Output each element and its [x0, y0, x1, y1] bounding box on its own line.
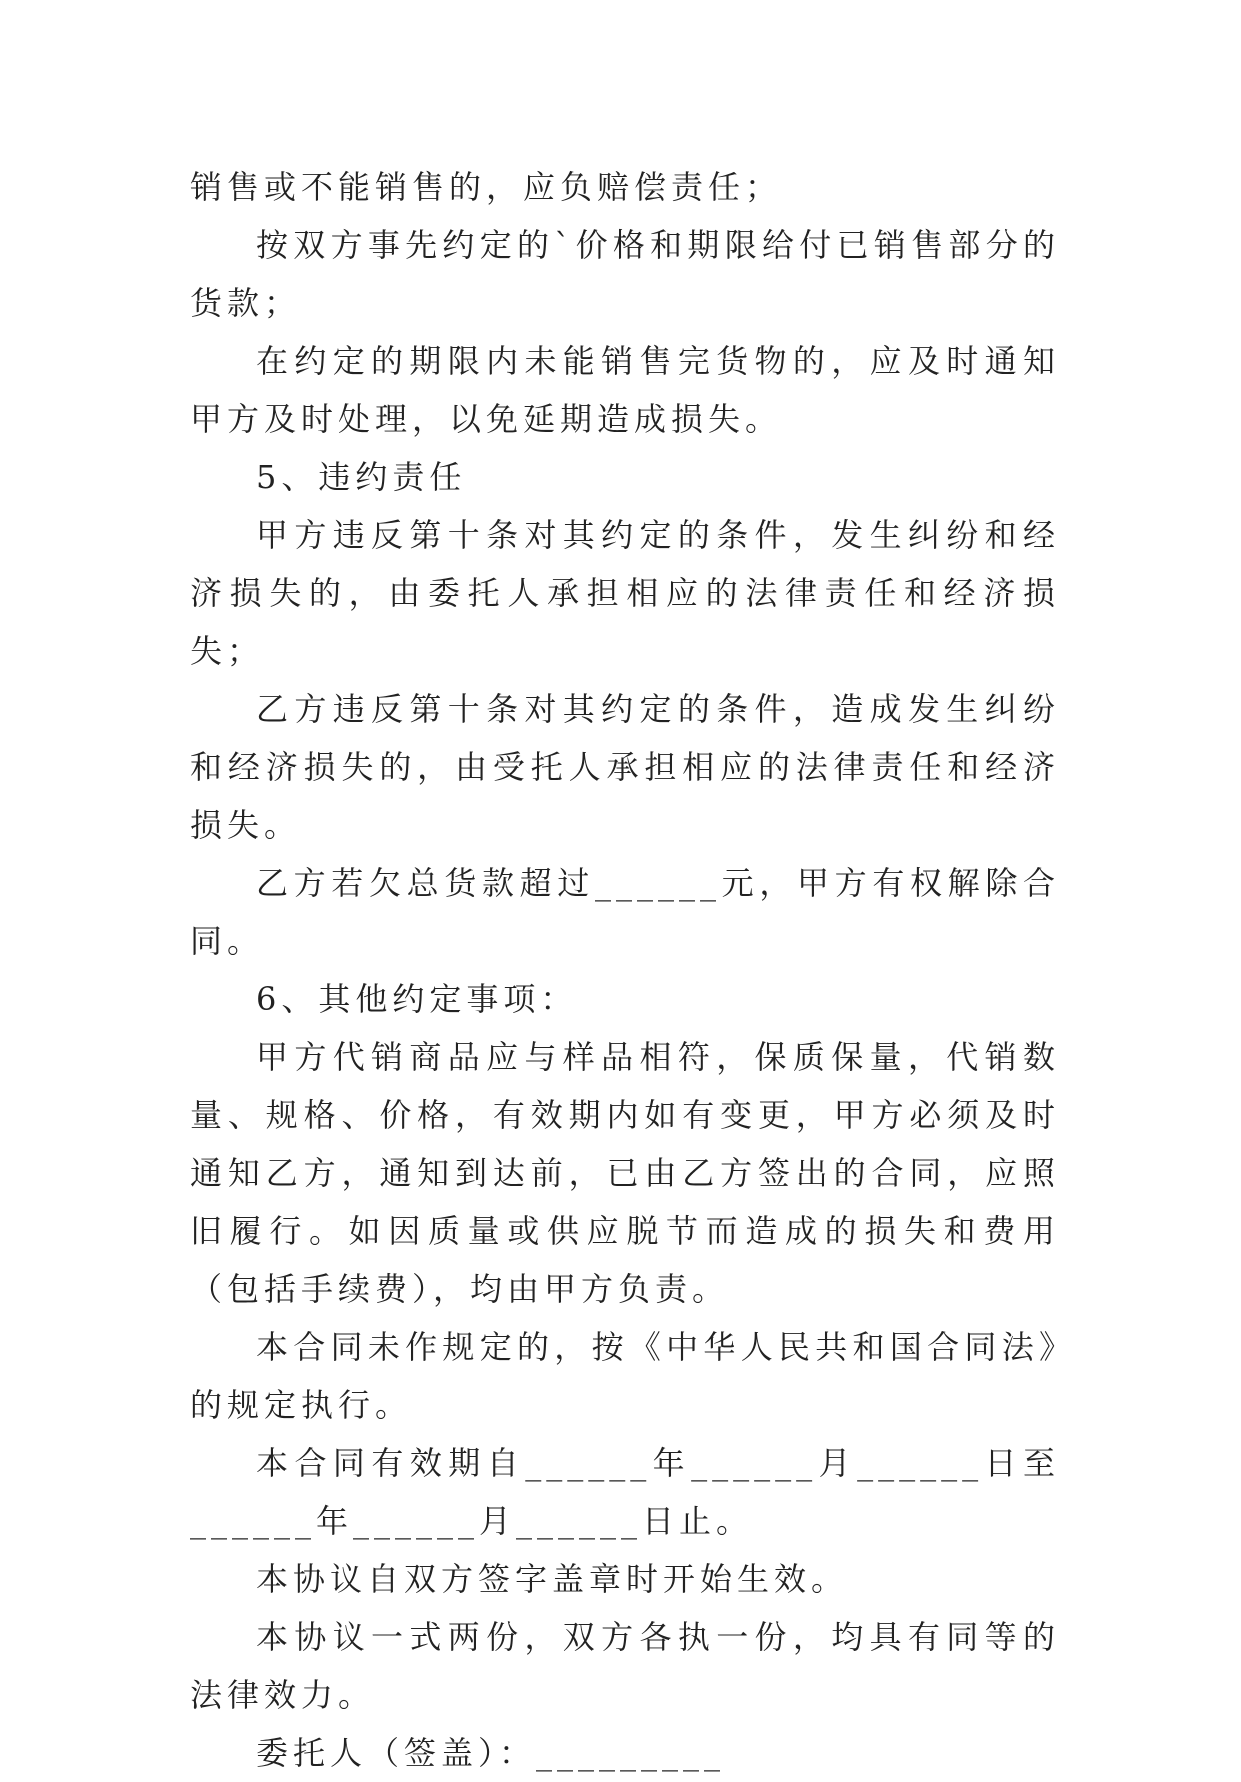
paragraph-unsold-goods-notice: 在约定的期限内未能销售完货物的，应及时通知甲方及时处理，以免延期造成损失。	[190, 342, 1060, 438]
section-heading-breach-liability: 5、违约责任	[256, 458, 467, 496]
paragraph-goods-conformity: 甲方代销商品应与样品相符，保质保量，代销数量、规格、价格，有效期内如有变更，甲方必须及时通知乙方，通知到达前，已由乙方签出的合同，应照旧履行。如因质量或供应脱节而造成的损失和费用（包括手续费），均由甲方负责。	[190, 1038, 1060, 1308]
paragraph-payment-terms: 按双方事先约定的`价格和期限给付已销售部分的货款；	[190, 226, 1060, 322]
signature-line-principal: 委托人（签盖）：_________	[256, 1734, 726, 1772]
paragraph-arrears-termination: 乙方若欠总货款超过______元，甲方有权解除合同。	[190, 864, 1060, 960]
paragraph-party-a-breach: 甲方违反第十条对其约定的条件，发生纠纷和经济损失的，由委托人承担相应的法律责任和经济损失；	[190, 516, 1060, 670]
paragraph-copies: 本协议一式两份，双方各执一份，均具有同等的法律效力。	[190, 1618, 1060, 1714]
paragraph-validity-period: 本合同有效期自______年______月______日至______年______月______日止。	[190, 1444, 1060, 1540]
paragraph-effective-on-signing: 本协议自双方签字盖章时开始生效。	[256, 1560, 849, 1598]
paragraph-compensation-liability: 销售或不能销售的，应负赔偿责任；	[190, 168, 783, 206]
document-body	[190, 158, 1060, 1782]
paragraph-governing-law: 本合同未作规定的，按《中华人民共和国合同法》的规定执行。	[190, 1328, 1060, 1424]
paragraph-party-b-breach: 乙方违反第十条对其约定的条件，造成发生纠纷和经济损失的，由受托人承担相应的法律责任和经济损失。	[190, 690, 1060, 844]
section-heading-other-matters: 6、其他约定事项：	[256, 980, 578, 1018]
